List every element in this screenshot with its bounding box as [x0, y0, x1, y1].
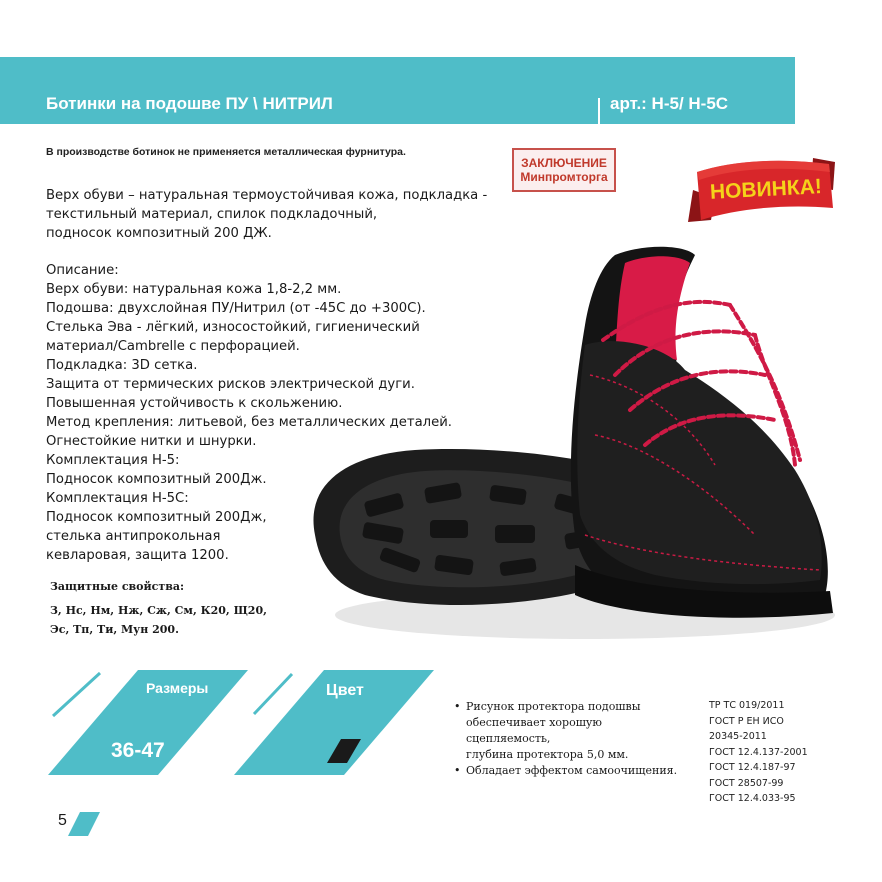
sizes-label: Размеры — [146, 680, 209, 696]
feature-text: Рисунок протектора подошвы обеспечивает хорошую сцепляемость, глубина протектора 5,0 мм. — [466, 700, 641, 761]
boot-illustration — [285, 235, 840, 655]
page-number: 5 — [58, 812, 67, 829]
description-text: Описание: Верх обуви: натуральная кожа 1,8-2,2 мм. Подошва: двухслойная ПУ/Нитрил (от -45С до +300С). Стелька Эва - лёгкий, износостойкий, гигиенический материал/Cambrelle с перфорацией. Подкладка: 3D сетка. Защита от термических рисков электрической дуги. Повышенная устойчивость к скольжению. Метод крепления: литьевой, без металлических деталей. Огнестойкие нитки и шнурки. Комплектация Н-5: Подносок композитный 200Дж. Комплектация Н-5С: Подносок композитный 200Дж, стелька антипрокольная кевларовая, защита 1200. — [46, 263, 452, 563]
color-swatch-black — [327, 739, 361, 763]
material-intro: Верх обуви – натуральная термоустойчивая кожа, подкладка - текстильный материал, спилок подкладочный, подносок композитный 200 ДЖ. — [46, 188, 488, 241]
certificate-line-2: Минпромторга — [520, 170, 608, 184]
protection-codes: З, Нс, Нм, Нж, Сж, См, К20, Щ20, Эс, Тп, Ти, Мун 200. — [50, 604, 267, 636]
new-badge-ribbon — [683, 150, 843, 242]
article-number: арт.: Н-5/ Н-5С — [610, 94, 729, 113]
protection-title: Защитные свойства: — [50, 580, 185, 593]
standards-list: ТР ТС 019/2011 ГОСТ Р ЕН ИСО 20345-2011 ГОСТ 12.4.137-2001 ГОСТ 12.4.187-97 ГОСТ 28507-99 ГОСТ 12.4.033-95 — [709, 700, 808, 804]
product-title: Ботинки на подошве ПУ \ НИТРИЛ — [46, 94, 333, 113]
feature-item — [454, 763, 694, 779]
page-tab-marker — [68, 812, 100, 836]
sizes-value: 36-47 — [111, 739, 165, 762]
bullet-icon: • — [454, 700, 461, 713]
feature-item — [454, 699, 694, 763]
header-separator — [598, 98, 600, 124]
new-badge-text: НОВИНКА! — [709, 175, 823, 204]
color-label: Цвет — [326, 682, 364, 699]
bullet-icon: • — [454, 764, 461, 777]
certificate-stamp — [512, 148, 616, 192]
feature-list — [454, 699, 694, 779]
feature-text: Обладает эффектом самоочищения. — [466, 764, 678, 777]
metal-free-notice: В производстве ботинок не применяется металлическая фурнитура. — [46, 146, 406, 158]
certificate-line-1: ЗАКЛЮЧЕНИЕ — [521, 156, 607, 170]
